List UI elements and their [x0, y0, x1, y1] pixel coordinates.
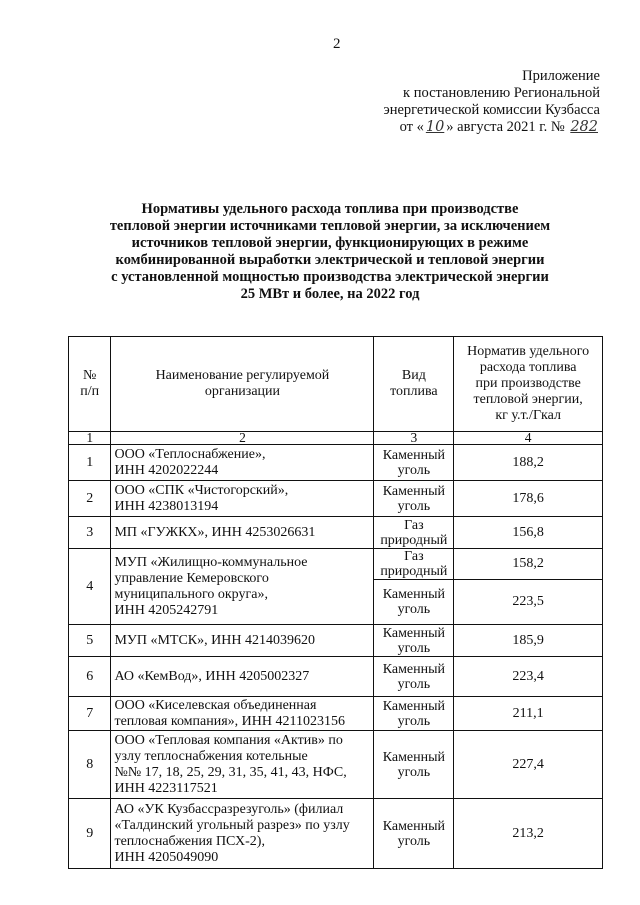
row-fuel: Каменный уголь	[374, 697, 454, 731]
table-row	[69, 731, 603, 799]
row-organization: ООО «Киселевская объединенная тепловая компания», ИНН 4211023156	[111, 697, 374, 731]
column-number: 1	[69, 432, 111, 445]
row-value: 223,4	[454, 657, 603, 697]
row-fuel: Каменный уголь	[374, 445, 454, 481]
row-organization: МП «ГУЖКХ», ИНН 4253026631	[111, 517, 374, 549]
table-row	[69, 481, 603, 517]
row-index: 1	[69, 445, 111, 481]
title-line: комбинированной выработки электрической и тепловой энергии	[115, 252, 545, 268]
document-title	[70, 201, 590, 303]
row-organization: АО «УК Кузбассразрезуголь» (филиал «Талдинский угольный разрез» по узлу теплоснабжения ПСХ-2), ИНН 4205049090	[111, 799, 374, 869]
row-index: 7	[69, 697, 111, 731]
row-fuel: Газ природный	[374, 549, 454, 580]
date-prefix: от «	[399, 119, 424, 135]
table-row	[69, 517, 603, 549]
title-line: с установленной мощностью производства электрической энергии	[111, 269, 549, 285]
row-organization: ООО «Тепловая компания «Актив» по узлу теплоснабжения котельные №№ 17, 18, 25, 29, 31, 35, 41, 43, НФС, ИНН 4223117521	[111, 731, 374, 799]
header-organization: Наименование регулируемой организации	[111, 337, 374, 432]
date-mid: » августа 2021 г. №	[446, 119, 565, 135]
row-organization: ООО «Теплоснабжение», ИНН 4202022244	[111, 445, 374, 481]
row-fuel: Каменный уголь	[374, 481, 454, 517]
row-fuel: Каменный уголь	[374, 580, 454, 625]
appendix-line-3: энергетической комиссии Кузбасса	[383, 102, 600, 118]
table-row	[69, 799, 603, 869]
row-value: 211,1	[454, 697, 603, 731]
column-number: 4	[454, 432, 603, 445]
table-row	[69, 697, 603, 731]
row-fuel: Каменный уголь	[374, 799, 454, 869]
appendix-date-line	[300, 119, 600, 136]
row-value: 185,9	[454, 625, 603, 657]
row-organization: ООО «СПК «Чистогорский», ИНН 4238013194	[111, 481, 374, 517]
header-fuel: Вид топлива	[374, 337, 454, 432]
row-index: 9	[69, 799, 111, 869]
row-fuel: Каменный уголь	[374, 625, 454, 657]
row-index: 3	[69, 517, 111, 549]
appendix-line-2: к постановлению Региональной	[403, 85, 600, 101]
title-line: тепловой энергии источниками тепловой энергии, за исключением	[109, 218, 551, 234]
table-row	[69, 445, 603, 481]
page-number: 2	[333, 36, 341, 52]
column-number: 2	[111, 432, 374, 445]
appendix-block	[300, 68, 600, 136]
row-organization: МУП «Жилищно-коммунальное управление Кемеровского муниципального округа», ИНН 4205242791	[111, 549, 374, 625]
row-organization: АО «КемВод», ИНН 4205002327	[111, 657, 374, 697]
row-index: 2	[69, 481, 111, 517]
row-value: 227,4	[454, 731, 603, 799]
table-row	[69, 625, 603, 657]
title-line: источников тепловой энергии, функционирующих в режиме	[131, 235, 529, 251]
row-organization: МУП «МТСК», ИНН 4214039620	[111, 625, 374, 657]
table-row	[69, 657, 603, 697]
row-fuel: Каменный уголь	[374, 657, 454, 697]
row-index: 8	[69, 731, 111, 799]
column-number: 3	[374, 432, 454, 445]
row-fuel: Газ природный	[374, 517, 454, 549]
header-index: № п/п	[69, 337, 111, 432]
header-norm: Норматив удельного расхода топлива при производстве тепловой энергии, кг у.т./Гкал	[454, 337, 603, 432]
title-line: 25 МВт и более, на 2022 год	[240, 286, 420, 302]
row-index: 4	[69, 549, 111, 625]
row-fuel: Каменный уголь	[374, 731, 454, 799]
row-value: 213,2	[454, 799, 603, 869]
title-line: Нормативы удельного расхода топлива при производстве	[141, 201, 519, 217]
row-value: 188,2	[454, 445, 603, 481]
table-header-row	[69, 337, 603, 432]
row-value: 158,2	[454, 549, 603, 580]
row-value: 178,6	[454, 481, 603, 517]
row-value: 156,8	[454, 517, 603, 549]
norms-table	[68, 336, 603, 869]
column-number-row	[69, 432, 603, 445]
handwritten-number: 282	[570, 119, 598, 135]
row-value: 223,5	[454, 580, 603, 625]
appendix-line-1: Приложение	[522, 68, 600, 84]
row-index: 6	[69, 657, 111, 697]
handwritten-day: 10	[425, 119, 445, 135]
table-row	[69, 549, 603, 580]
row-index: 5	[69, 625, 111, 657]
